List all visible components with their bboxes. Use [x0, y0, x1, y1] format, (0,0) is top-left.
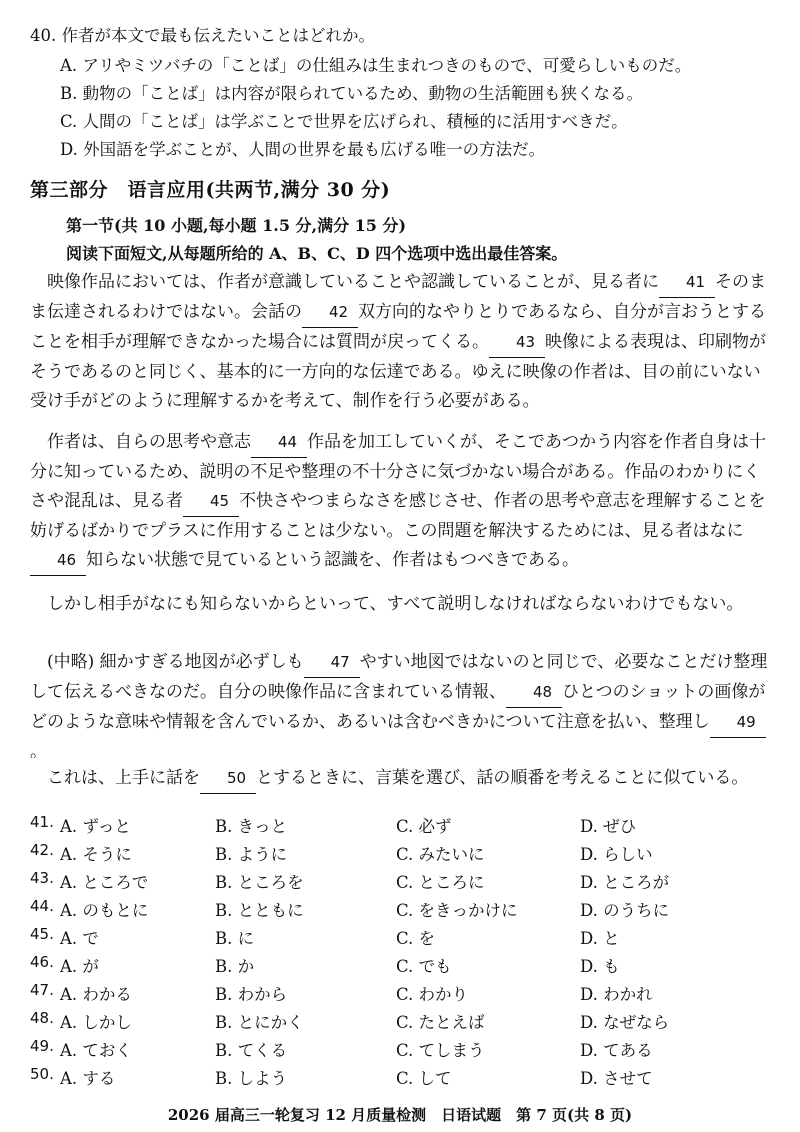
p2-text-b: 作品を加工していくが、そこであつかう内容を作者自身は十分に知っているため、説明の不足や整理の不十分さに気づかない場合がある。作品のわかりにくさや混乱は、見る者: [30, 432, 766, 511]
p5-text-b: とするときに、言葉を選び、話の順番を考えることに似ている。: [256, 768, 749, 788]
choice-d: D. わかれ: [580, 985, 653, 1004]
choice-a: A. わかる: [60, 985, 132, 1004]
blank-46: 46: [30, 546, 86, 576]
p4-text-c: ひとつのショットの画像がどのような意味や情報を含んでいるか、あるいは含むべきかについて注意を払い、整理し: [30, 682, 766, 732]
choice-a: A. ておく: [60, 1041, 132, 1060]
choice-c: C. をきっかけに: [396, 901, 518, 920]
choice-number: 45.: [30, 925, 54, 943]
choice-number: 46.: [30, 953, 54, 971]
p5-text-a: これは、上手に話を: [47, 768, 200, 788]
choice-d: D. ところが: [580, 873, 670, 892]
question-40-option-c: C. 人間の「ことば」は学ぶことで世界を広げられ、積極的に活用すべきだ。: [60, 112, 628, 131]
question-40-option-b: B. 動物の「ことば」は内容が限られているため、動物の生活範囲も狭くなる。: [60, 84, 643, 103]
passage-paragraph-2: [30, 428, 772, 588]
blank-48: 48: [506, 678, 562, 708]
section-title: 第三部分 语言应用(共两节,满分 30 分): [30, 179, 391, 201]
blank-47: 47: [304, 648, 360, 678]
page-footer: 2026 届高三一轮复习 12 月质量检测 日语试题 第 7 页(共 8 页): [167, 1106, 633, 1124]
choice-b: B. きっと: [215, 817, 288, 836]
question-40-option-d: D. 外国語を学ぶことが、人間の世界を最も広げる唯一の方法だ。: [60, 140, 546, 159]
choice-d: D. なぜなら: [580, 1013, 670, 1032]
choice-number: 49.: [30, 1037, 54, 1055]
choice-a: A. する: [60, 1069, 116, 1088]
choice-a: A. で: [60, 929, 99, 948]
choice-c: C. たとえば: [396, 1013, 485, 1032]
blank-43: 43: [489, 328, 545, 358]
choice-d: D. と: [580, 929, 620, 948]
choice-number: 47.: [30, 981, 54, 999]
p2-text-c: 不快さやつまらなさを感じさせ、作者の思考や意志を理解することを妨げるばかりでプラスに作用することは少ない。この問題を解決するためには、見る者はなに: [30, 491, 766, 541]
blank-44: 44: [251, 428, 307, 458]
choice-c: C. を: [396, 929, 436, 948]
choice-a: A. ところで: [60, 873, 149, 892]
choice-a: A. が: [60, 957, 99, 976]
choice-b: B. か: [215, 957, 255, 976]
choice-c: C. でも: [396, 957, 452, 976]
p4-text-a: (中略) 細かすぎる地図が必ずしも: [47, 652, 304, 672]
blank-49: 49: [710, 708, 766, 738]
choice-a: A. そうに: [60, 845, 132, 864]
choice-d: D. てある: [580, 1041, 653, 1060]
choice-c: C. わかり: [396, 985, 469, 1004]
choice-c: C. ところに: [396, 873, 485, 892]
choice-b: B. に: [215, 929, 255, 948]
choice-d: D. させて: [580, 1069, 653, 1088]
choice-c: C. 必ず: [396, 817, 452, 836]
choice-number: 44.: [30, 897, 54, 915]
p1-text-d: 双方向的なやりとりであるなら、自分が言おうとすることを相手が理解できなかった場合には質問が戻ってくる。: [30, 302, 766, 352]
choice-number: 41.: [30, 813, 54, 831]
choice-d: D. も: [580, 957, 620, 976]
choice-b: B. わから: [215, 985, 288, 1004]
blank-42: 42: [302, 298, 358, 328]
blank-45: 45: [183, 487, 239, 517]
choice-number: 50.: [30, 1065, 54, 1083]
blank-50: 50: [200, 764, 256, 794]
choice-c: C. みたいに: [396, 845, 485, 864]
choice-b: B. とにかく: [215, 1013, 304, 1032]
p4-text-d: 。: [30, 742, 47, 758]
choice-b: B. しよう: [215, 1069, 288, 1088]
p2-text-a: 作者は、自らの思考や意志: [47, 432, 251, 452]
p1-text-e: 映像による表現は、印刷物がそうであるのと同じく、基本的に一方向的な伝達である。ゆえに映像の作者は、目の前にいない受け手がどのように理解するかを考えて、制作を行う必要がある。: [30, 332, 766, 411]
choice-d: D. らしい: [580, 845, 653, 864]
choice-a: A. しかし: [60, 1013, 132, 1032]
choice-b: B. ように: [215, 845, 288, 864]
choice-number: 48.: [30, 1009, 54, 1027]
p4-text-b: やすい地図ではないのと同じで、必要なことだけ整理して伝えるべきなのだ。自分の映像作品に含まれている情報、: [30, 652, 768, 702]
p1-text-c: そのまま伝達されるわけではない。会話の: [30, 272, 766, 322]
choice-b: B. てくる: [215, 1041, 288, 1060]
question-40-option-a: A. アリやミツバチの「ことば」の仕組みは生まれつきのもので、可愛らしいものだ。: [60, 56, 692, 75]
passage-paragraph-3: しかし相手がなにも知らないからといって、すべて説明しなければならないわけでもない。: [47, 594, 744, 614]
choice-c: C. して: [396, 1069, 452, 1088]
blank-41: 41: [659, 268, 715, 298]
p1-text-a: 映像作品においては、作者が意識していることや認識していることが、見る者に: [47, 272, 659, 292]
choice-b: B. ところを: [215, 873, 304, 892]
section-instruction: 阅读下面短文,从每题所给的 A、B、C、D 四个选项中选出最佳答案。: [66, 244, 568, 263]
question-40-stem: 40. 作者が本文で最も伝えたいことはどれか。: [30, 26, 375, 45]
choice-a: A. ずっと: [60, 817, 131, 836]
choice-number: 42.: [30, 841, 54, 859]
section-subtitle: 第一节(共 10 小题,每小题 1.5 分,满分 15 分): [66, 216, 407, 235]
choice-d: D. のうちに: [580, 901, 670, 920]
choice-number: 43.: [30, 869, 54, 887]
passage-paragraph-1: [30, 268, 772, 428]
choice-d: D. ぜひ: [580, 817, 637, 836]
choice-a: A. のもとに: [60, 901, 149, 920]
choice-c: C. てしまう: [396, 1041, 485, 1060]
passage-paragraph-4: [30, 648, 772, 758]
p2-text-d: 知らない状態で見ているという認識を、作者はもつべきである。: [86, 550, 579, 570]
choice-b: B. とともに: [215, 901, 304, 920]
